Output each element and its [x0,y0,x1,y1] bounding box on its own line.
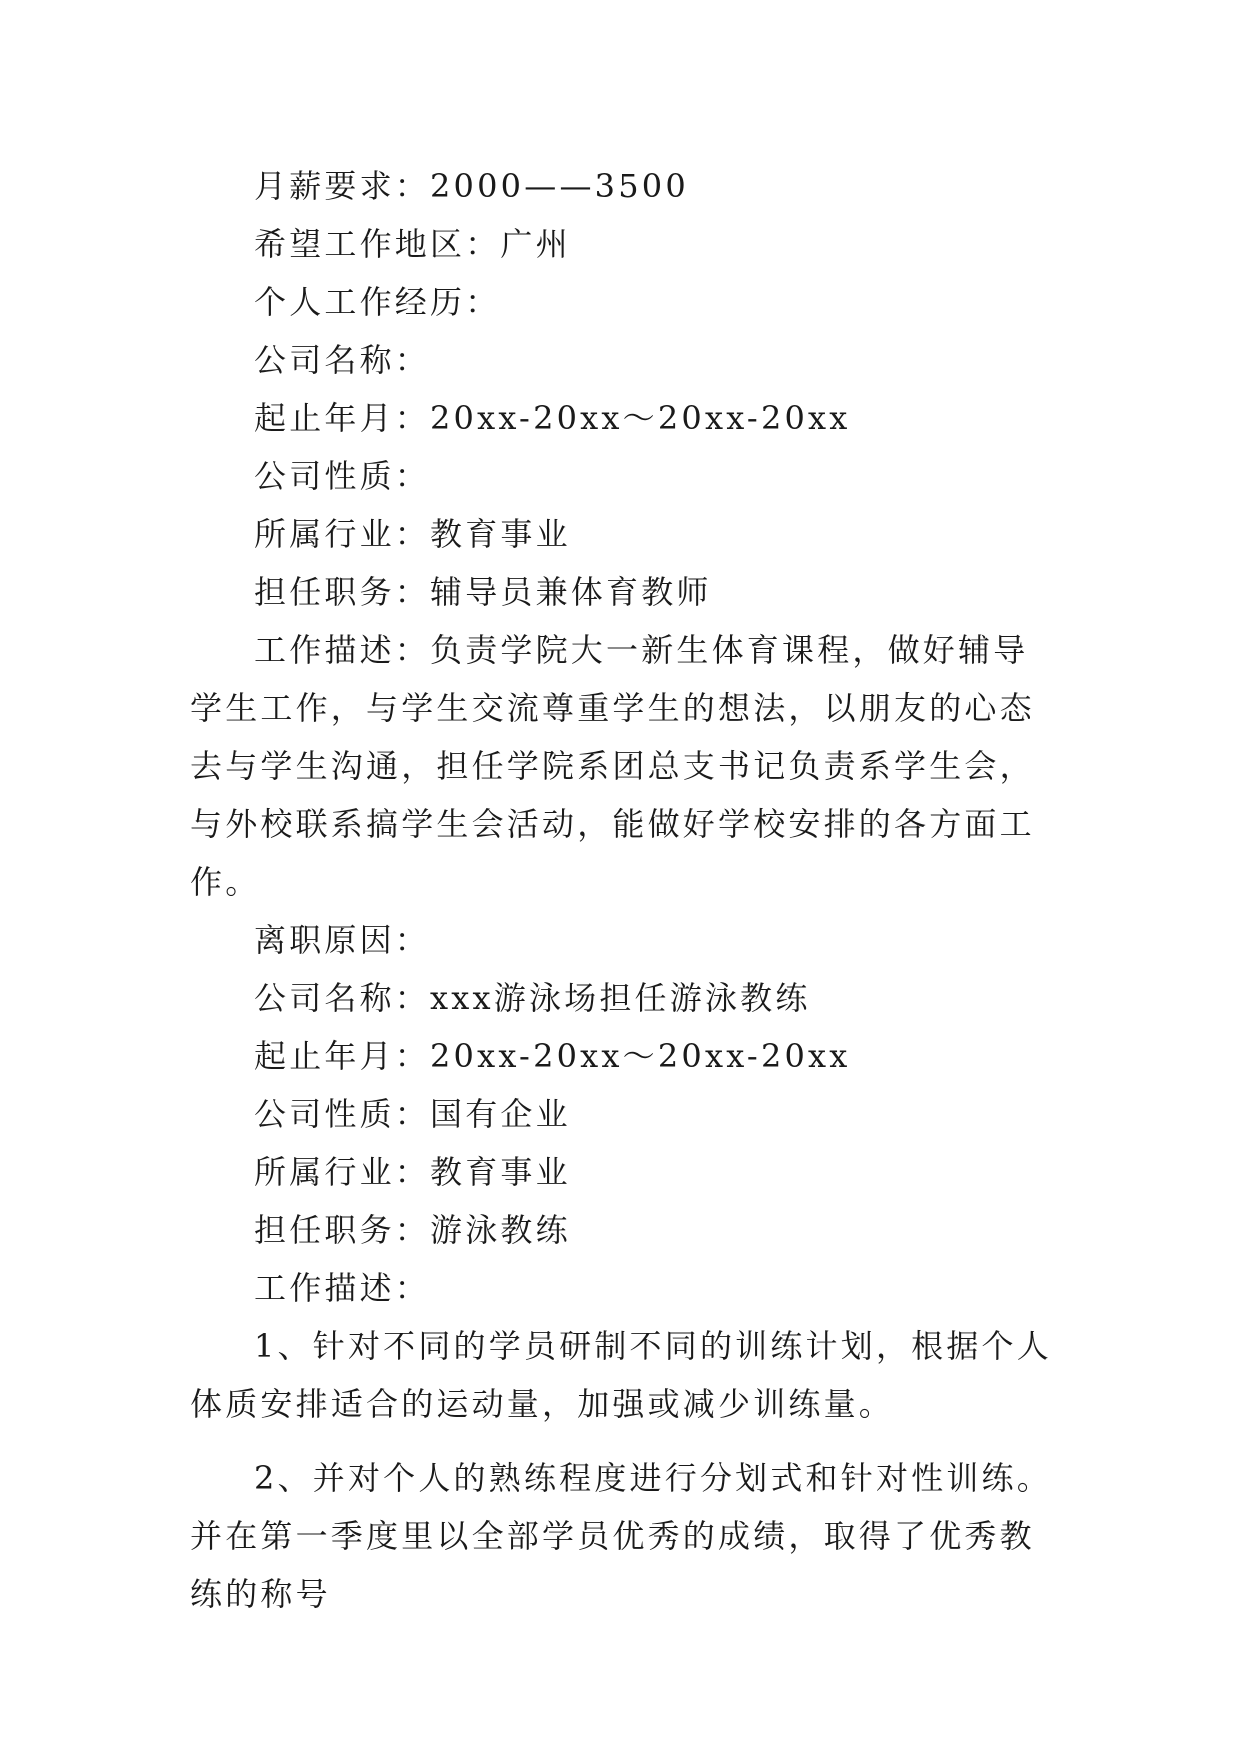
job-description-item-2: 2、并对个人的熟练程度进行分划式和针对性训练。并在第一季度里以全部学员优秀的成绩，取得了优秀教练的称号 [190,1459,1052,1613]
company-type-line-1: 公司性质： [254,457,431,495]
company-name-line-2: 公司名称：xxx游泳场担任游泳教练 [254,979,811,1017]
leaving-reason-line: 离职原因： [254,921,431,959]
position-line-1: 担任职务：辅导员兼体育教师 [254,573,712,611]
job-description-item-1: 1、针对不同的学员研制不同的训练计划，根据个人体质安排适合的运动量，加强或减少训练量。 [190,1327,1052,1423]
document-body [190,157,1052,1623]
industry-line-2: 所属行业：教育事业 [254,1153,571,1191]
desired-location-line: 希望工作地区：广州 [254,225,571,263]
job-description-heading-2: 工作描述： [254,1269,431,1307]
position-line-2: 担任职务：游泳教练 [254,1211,571,1249]
company-name-line-1: 公司名称： [254,341,431,379]
company-type-line-2: 公司性质：国有企业 [254,1095,571,1133]
industry-line-1: 所属行业：教育事业 [254,515,571,553]
job-description-paragraph-1: 工作描述：负责学院大一新生体育课程，做好辅导学生工作，与学生交流尊重学生的想法，以朋友的心态去与学生沟通，担任学院系团总支书记负责系学生会，与外校联系搞学生会活动，能做好学校安排的各方面工作。 [190,631,1035,901]
period-line-2: 起止年月：20xx-20xx～20xx-20xx [254,1037,851,1075]
period-line-1: 起止年月：20xx-20xx～20xx-20xx [254,399,851,437]
work-experience-heading: 个人工作经历： [254,283,501,321]
salary-requirement-line: 月薪要求：2000——3500 [254,167,689,205]
